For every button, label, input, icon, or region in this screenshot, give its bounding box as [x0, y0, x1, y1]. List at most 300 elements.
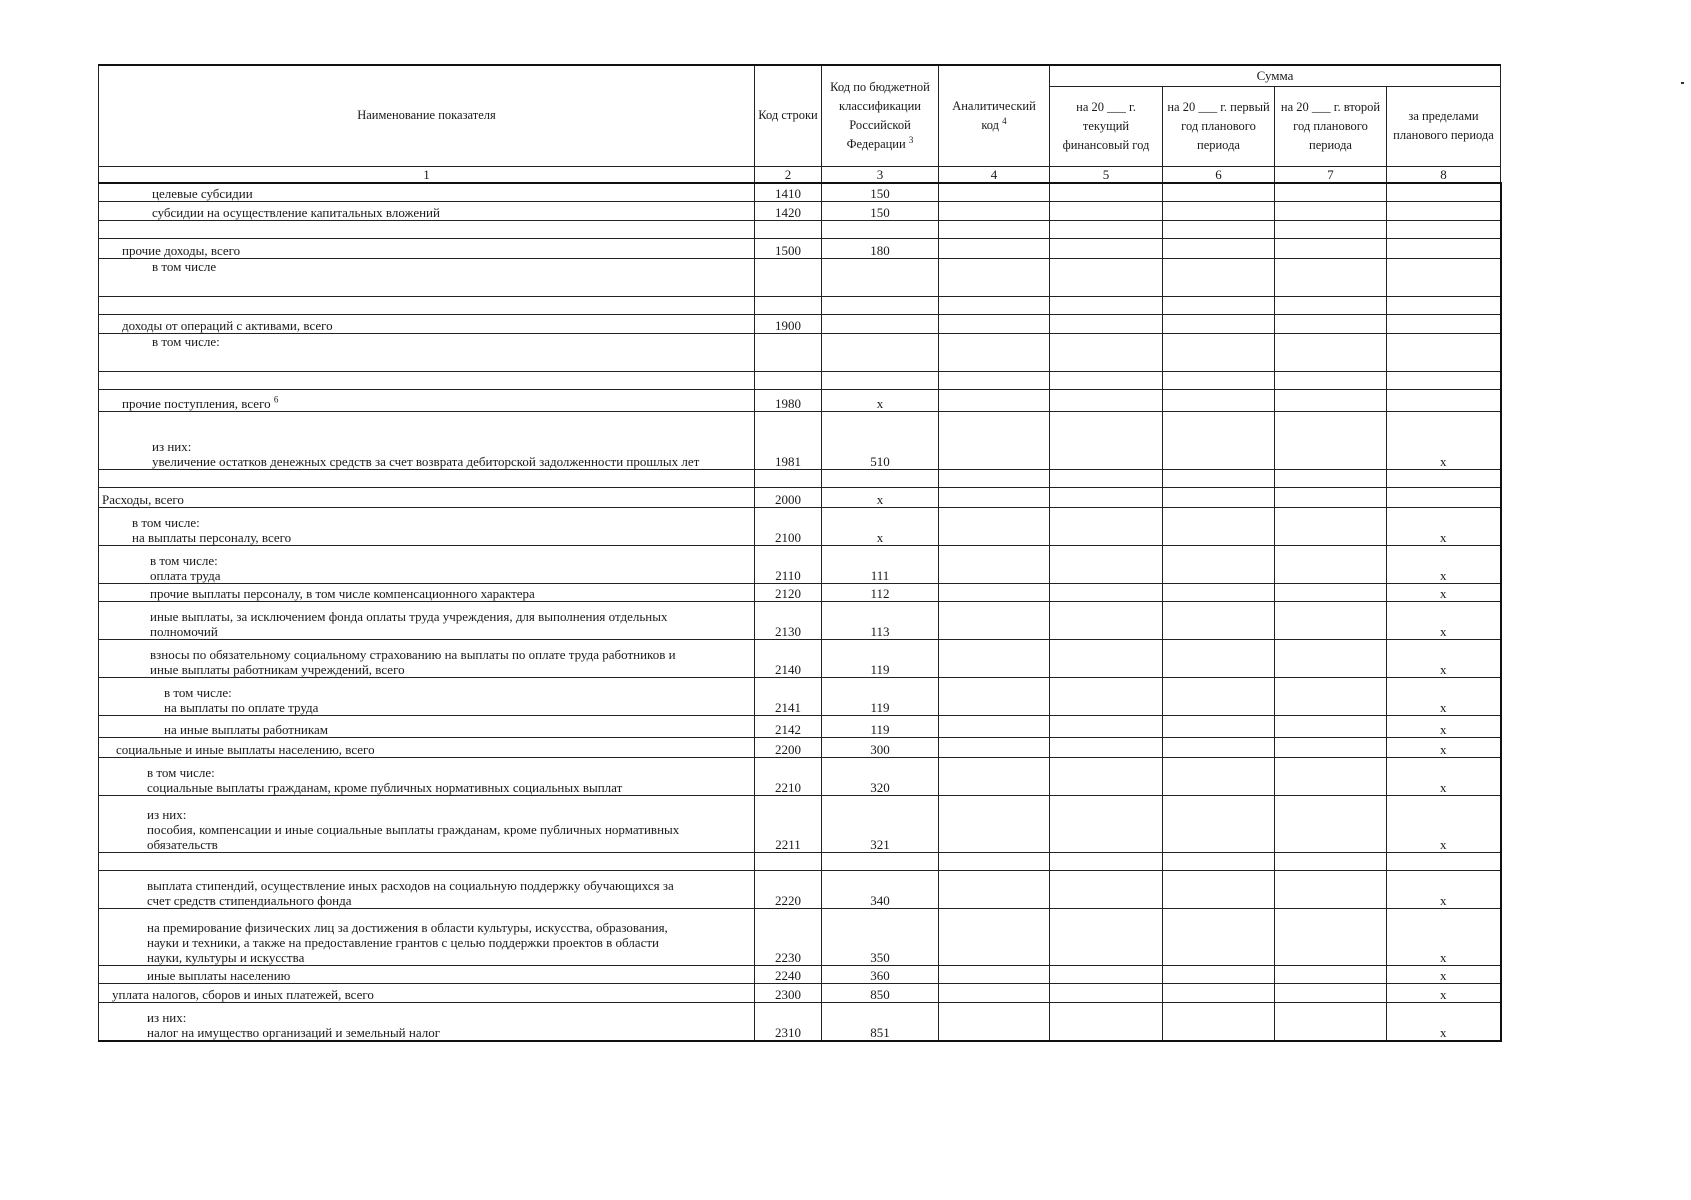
sum-second-plan-year-cell[interactable] — [1275, 546, 1387, 584]
table-row — [99, 796, 1501, 853]
beyond-plan-cell[interactable] — [1387, 202, 1501, 221]
sum-current-year-cell[interactable] — [1050, 470, 1163, 488]
analytic-code-cell[interactable] — [939, 239, 1050, 259]
sum-current-year-cell[interactable] — [1050, 796, 1163, 853]
sum-first-plan-year-cell[interactable] — [1163, 584, 1275, 602]
table-row — [99, 390, 1501, 412]
budget-classification-code: 119 — [822, 640, 939, 678]
beyond-plan-cell[interactable]: x — [1387, 796, 1501, 853]
row-name-text: иные выплаты, за исключением фонда оплаты труда учреждения, для выполнения отдельных полномочий — [150, 609, 668, 639]
sum-second-plan-year-cell[interactable] — [1275, 334, 1387, 372]
header-sum: Сумма — [1050, 65, 1501, 86]
sum-first-plan-year-cell[interactable] — [1163, 183, 1275, 202]
row-code: 2310 — [755, 1003, 822, 1041]
scan-mark — [1681, 82, 1684, 84]
budget-classification-code: 340 — [822, 871, 939, 909]
footnote-mark: 6 — [273, 394, 279, 405]
row-code — [755, 334, 822, 372]
beyond-plan-cell[interactable]: x — [1387, 738, 1501, 758]
sum-current-year-cell[interactable] — [1050, 372, 1163, 390]
table-row — [99, 239, 1501, 259]
column-number: 4 — [939, 166, 1050, 183]
column-number: 2 — [755, 166, 822, 183]
budget-classification-code: 300 — [822, 738, 939, 758]
sum-first-plan-year-cell[interactable] — [1163, 372, 1275, 390]
row-code: 2100 — [755, 508, 822, 546]
row-code — [755, 470, 822, 488]
row-code: 2230 — [755, 909, 822, 966]
sum-current-year-cell[interactable] — [1050, 546, 1163, 584]
row-name — [99, 239, 755, 259]
beyond-plan-cell[interactable] — [1387, 221, 1501, 239]
beyond-plan-cell[interactable] — [1387, 853, 1501, 871]
beyond-plan-cell[interactable]: x — [1387, 966, 1501, 984]
row-name — [99, 372, 755, 390]
row-name-text: социальные и иные выплаты населению, всего — [116, 742, 375, 757]
analytic-code-cell[interactable] — [939, 909, 1050, 966]
row-name-text: прочие доходы, всего — [122, 243, 241, 258]
row-name-text: в том числе: на выплаты по оплате труда — [164, 685, 319, 715]
sum-first-plan-year-cell[interactable] — [1163, 412, 1275, 470]
beyond-plan-cell[interactable]: x — [1387, 546, 1501, 584]
table-row — [99, 738, 1501, 758]
row-code — [755, 259, 822, 297]
sum-current-year-cell[interactable] — [1050, 508, 1163, 546]
budget-classification-code — [822, 334, 939, 372]
row-name — [99, 508, 755, 546]
sum-first-plan-year-cell[interactable] — [1163, 546, 1275, 584]
budget-classification-code: 850 — [822, 984, 939, 1003]
table-row — [99, 412, 1501, 470]
analytic-code-cell[interactable] — [939, 758, 1050, 796]
sum-second-plan-year-cell[interactable] — [1275, 716, 1387, 738]
analytic-code-cell[interactable] — [939, 297, 1050, 315]
beyond-plan-cell[interactable]: x — [1387, 1003, 1501, 1041]
row-name — [99, 315, 755, 334]
sum-current-year-cell[interactable] — [1050, 984, 1163, 1003]
budget-classification-code — [822, 259, 939, 297]
budget-classification-code: 321 — [822, 796, 939, 853]
beyond-plan-cell[interactable] — [1387, 470, 1501, 488]
table-row — [99, 640, 1501, 678]
row-name-text: уплата налогов, сборов и иных платежей, всего — [112, 987, 374, 1002]
row-name — [99, 202, 755, 221]
sum-second-plan-year-cell[interactable] — [1275, 796, 1387, 853]
analytic-code-cell[interactable] — [939, 796, 1050, 853]
beyond-plan-cell[interactable]: x — [1387, 584, 1501, 602]
sum-second-plan-year-cell[interactable] — [1275, 640, 1387, 678]
budget-classification-code: 112 — [822, 584, 939, 602]
analytic-code-cell[interactable] — [939, 334, 1050, 372]
column-number: 6 — [1163, 166, 1275, 183]
row-name — [99, 390, 755, 412]
row-name — [99, 678, 755, 716]
sum-first-plan-year-cell[interactable] — [1163, 221, 1275, 239]
sum-second-plan-year-cell[interactable] — [1275, 853, 1387, 871]
sum-current-year-cell[interactable] — [1050, 871, 1163, 909]
analytic-code-cell[interactable] — [939, 183, 1050, 202]
sum-current-year-cell[interactable] — [1050, 966, 1163, 984]
beyond-plan-cell[interactable]: x — [1387, 984, 1501, 1003]
table-row — [99, 584, 1501, 602]
sum-second-plan-year-cell[interactable] — [1275, 984, 1387, 1003]
header-budget-code: Код по бюджетной классификации Российской Федерации $^3$ — [822, 65, 939, 166]
budget-classification-code: 851 — [822, 1003, 939, 1041]
sum-first-plan-year-cell[interactable] — [1163, 508, 1275, 546]
analytic-code-cell[interactable] — [939, 221, 1050, 239]
beyond-plan-cell[interactable] — [1387, 315, 1501, 334]
row-code: 1980 — [755, 390, 822, 412]
sum-second-plan-year-cell[interactable] — [1275, 202, 1387, 221]
row-name-text: на иные выплаты работникам — [164, 722, 328, 737]
sum-second-plan-year-cell[interactable] — [1275, 372, 1387, 390]
sum-first-plan-year-cell[interactable] — [1163, 470, 1275, 488]
row-code: 2142 — [755, 716, 822, 738]
beyond-plan-cell[interactable]: x — [1387, 871, 1501, 909]
beyond-plan-cell[interactable]: x — [1387, 758, 1501, 796]
analytic-code-cell[interactable] — [939, 470, 1050, 488]
budget-classification-code: 320 — [822, 758, 939, 796]
analytic-code-cell[interactable] — [939, 488, 1050, 508]
budget-classification-code — [822, 297, 939, 315]
row-name-text: из них: пособия, компенсации и иные социальные выплаты гражданам, кроме публичных нормативных обязательств — [147, 807, 680, 852]
beyond-plan-cell[interactable]: x — [1387, 640, 1501, 678]
table-row — [99, 183, 1501, 202]
row-name — [99, 796, 755, 853]
budget-classification-code: 510 — [822, 412, 939, 470]
sum-first-plan-year-cell[interactable] — [1163, 909, 1275, 966]
sum-second-plan-year-cell[interactable] — [1275, 488, 1387, 508]
analytic-code-cell[interactable] — [939, 640, 1050, 678]
row-code: 2300 — [755, 984, 822, 1003]
sum-current-year-cell[interactable] — [1050, 1003, 1163, 1041]
sum-second-plan-year-cell[interactable] — [1275, 909, 1387, 966]
sum-current-year-cell[interactable] — [1050, 239, 1163, 259]
budget-classification-code: 150 — [822, 202, 939, 221]
sum-first-plan-year-cell[interactable] — [1163, 966, 1275, 984]
sum-second-plan-year-cell[interactable] — [1275, 183, 1387, 202]
row-name-text: прочие выплаты персоналу, в том числе компенсационного характера — [150, 586, 535, 601]
row-name — [99, 412, 755, 470]
beyond-plan-cell[interactable] — [1387, 390, 1501, 412]
sum-current-year-cell[interactable] — [1050, 738, 1163, 758]
sum-second-plan-year-cell[interactable] — [1275, 412, 1387, 470]
beyond-plan-cell[interactable]: x — [1387, 716, 1501, 738]
row-name — [99, 584, 755, 602]
sum-current-year-cell[interactable] — [1050, 334, 1163, 372]
budget-classification-code — [822, 315, 939, 334]
sum-current-year-cell[interactable] — [1050, 640, 1163, 678]
sum-first-plan-year-cell[interactable] — [1163, 390, 1275, 412]
table-row — [99, 546, 1501, 584]
sum-first-plan-year-cell[interactable] — [1163, 297, 1275, 315]
sum-second-plan-year-cell[interactable] — [1275, 871, 1387, 909]
beyond-plan-cell[interactable] — [1387, 334, 1501, 372]
sum-second-plan-year-cell[interactable] — [1275, 239, 1387, 259]
row-name — [99, 716, 755, 738]
row-name-text: в том числе: социальные выплаты гражданам, кроме публичных нормативных социальных выплат — [147, 765, 623, 795]
sum-second-plan-year-cell[interactable] — [1275, 602, 1387, 640]
row-name-text: взносы по обязательному социальному страхованию на выплаты по оплате труда работников и иные выплаты работникам учреждений, всего — [150, 647, 676, 677]
beyond-plan-cell[interactable] — [1387, 239, 1501, 259]
analytic-code-cell[interactable] — [939, 984, 1050, 1003]
row-name — [99, 738, 755, 758]
sum-second-plan-year-cell[interactable] — [1275, 758, 1387, 796]
budget-classification-code: 180 — [822, 239, 939, 259]
beyond-plan-cell[interactable] — [1387, 297, 1501, 315]
table-row — [99, 297, 1501, 315]
sum-current-year-cell[interactable] — [1050, 183, 1163, 202]
table-row — [99, 758, 1501, 796]
sum-second-plan-year-cell[interactable] — [1275, 297, 1387, 315]
sum-first-plan-year-cell[interactable] — [1163, 678, 1275, 716]
table-row — [99, 909, 1501, 966]
sum-first-plan-year-cell[interactable] — [1163, 202, 1275, 221]
row-code: 2130 — [755, 602, 822, 640]
budget-classification-code — [822, 372, 939, 390]
sum-first-plan-year-cell[interactable] — [1163, 259, 1275, 297]
header-analytic-code: Аналитический код $^4$ — [939, 65, 1050, 166]
row-name-text: доходы от операций с активами, всего — [122, 318, 333, 333]
sum-first-plan-year-cell[interactable] — [1163, 984, 1275, 1003]
budget-classification-code — [822, 470, 939, 488]
sum-current-year-cell[interactable] — [1050, 602, 1163, 640]
row-name-text: в том числе — [152, 259, 217, 274]
sum-current-year-cell[interactable] — [1050, 412, 1163, 470]
beyond-plan-cell[interactable] — [1387, 488, 1501, 508]
row-name — [99, 221, 755, 239]
analytic-code-cell[interactable] — [939, 372, 1050, 390]
table-row — [99, 966, 1501, 984]
budget-classification-code: x — [822, 390, 939, 412]
sum-current-year-cell[interactable] — [1050, 678, 1163, 716]
budget-classification-code — [822, 221, 939, 239]
sum-first-plan-year-cell[interactable] — [1163, 488, 1275, 508]
budget-classification-code: 111 — [822, 546, 939, 584]
analytic-code-cell[interactable] — [939, 871, 1050, 909]
row-code: 2110 — [755, 546, 822, 584]
row-code: 2120 — [755, 584, 822, 602]
analytic-code-cell[interactable] — [939, 678, 1050, 716]
sum-first-plan-year-cell[interactable] — [1163, 602, 1275, 640]
row-name-text: иные выплаты населению — [147, 968, 291, 983]
analytic-code-cell[interactable] — [939, 508, 1050, 546]
row-name — [99, 546, 755, 584]
table-row — [99, 853, 1501, 871]
row-code: 1900 — [755, 315, 822, 334]
sum-current-year-cell[interactable] — [1050, 259, 1163, 297]
row-code: 2140 — [755, 640, 822, 678]
sum-current-year-cell[interactable] — [1050, 909, 1163, 966]
sum-current-year-cell[interactable] — [1050, 315, 1163, 334]
analytic-code-cell[interactable] — [939, 259, 1050, 297]
column-number: 5 — [1050, 166, 1163, 183]
row-code — [755, 221, 822, 239]
sum-second-plan-year-cell[interactable] — [1275, 584, 1387, 602]
sum-current-year-cell[interactable] — [1050, 758, 1163, 796]
beyond-plan-cell[interactable]: x — [1387, 508, 1501, 546]
budget-classification-code: 150 — [822, 183, 939, 202]
header-year-current: на 20 ___ г. текущий финансовый год — [1050, 86, 1163, 166]
analytic-code-cell[interactable] — [939, 546, 1050, 584]
analytic-code-cell[interactable] — [939, 716, 1050, 738]
sum-second-plan-year-cell[interactable] — [1275, 508, 1387, 546]
beyond-plan-cell[interactable] — [1387, 372, 1501, 390]
table-row — [99, 716, 1501, 738]
sum-second-plan-year-cell[interactable] — [1275, 221, 1387, 239]
table-row — [99, 202, 1501, 221]
sum-first-plan-year-cell[interactable] — [1163, 1003, 1275, 1041]
row-code — [755, 297, 822, 315]
row-name — [99, 488, 755, 508]
sum-second-plan-year-cell[interactable] — [1275, 1003, 1387, 1041]
sum-second-plan-year-cell[interactable] — [1275, 390, 1387, 412]
row-code: 2200 — [755, 738, 822, 758]
row-code: 2240 — [755, 966, 822, 984]
row-name — [99, 853, 755, 871]
sum-first-plan-year-cell[interactable] — [1163, 853, 1275, 871]
sum-second-plan-year-cell[interactable] — [1275, 259, 1387, 297]
analytic-code-cell[interactable] — [939, 315, 1050, 334]
table-row — [99, 1003, 1501, 1041]
header-year-first: на 20 ___ г. первый год планового периода — [1163, 86, 1275, 166]
table-row — [99, 470, 1501, 488]
sum-current-year-cell[interactable] — [1050, 202, 1163, 221]
sum-first-plan-year-cell[interactable] — [1163, 334, 1275, 372]
beyond-plan-cell[interactable] — [1387, 259, 1501, 297]
analytic-code-cell[interactable] — [939, 412, 1050, 470]
header-row-top — [99, 65, 1501, 86]
beyond-plan-cell[interactable]: x — [1387, 909, 1501, 966]
sum-current-year-cell[interactable] — [1050, 221, 1163, 239]
row-name-text: в том числе: оплата труда — [150, 553, 221, 583]
header-name-column: Наименование показателя — [99, 65, 755, 166]
row-name — [99, 470, 755, 488]
row-name — [99, 909, 755, 966]
row-code: 1410 — [755, 183, 822, 202]
row-name — [99, 984, 755, 1003]
row-name-text: из них: налог на имущество организаций и земельный налог — [147, 1009, 441, 1040]
row-name — [99, 758, 755, 796]
beyond-plan-cell[interactable]: x — [1387, 602, 1501, 640]
beyond-plan-cell[interactable]: x — [1387, 678, 1501, 716]
sum-first-plan-year-cell[interactable] — [1163, 796, 1275, 853]
table-row — [99, 508, 1501, 546]
sum-first-plan-year-cell[interactable] — [1163, 716, 1275, 738]
sum-first-plan-year-cell[interactable] — [1163, 738, 1275, 758]
sum-second-plan-year-cell[interactable] — [1275, 470, 1387, 488]
analytic-code-cell[interactable] — [939, 738, 1050, 758]
row-name-text: прочие поступления, всего — [122, 396, 271, 411]
table-row — [99, 984, 1501, 1003]
sum-current-year-cell[interactable] — [1050, 297, 1163, 315]
row-name-text: Расходы, всего — [102, 492, 184, 507]
analytic-code-cell[interactable] — [939, 584, 1050, 602]
sum-second-plan-year-cell[interactable] — [1275, 966, 1387, 984]
analytic-code-cell[interactable] — [939, 390, 1050, 412]
budget-classification-code: 119 — [822, 716, 939, 738]
column-number: 7 — [1275, 166, 1387, 183]
table-row — [99, 315, 1501, 334]
budget-classification-code: 360 — [822, 966, 939, 984]
row-name — [99, 966, 755, 984]
sum-current-year-cell[interactable] — [1050, 488, 1163, 508]
row-code: 1500 — [755, 239, 822, 259]
table-row — [99, 334, 1501, 372]
row-name-text: из них: увеличение остатков денежных средств за счет возврата дебиторской задолженности прошлых лет — [152, 439, 700, 469]
row-name — [99, 1003, 755, 1041]
table-row — [99, 871, 1501, 909]
row-code: 2141 — [755, 678, 822, 716]
row-code: 2210 — [755, 758, 822, 796]
row-code: 2220 — [755, 871, 822, 909]
table-row — [99, 602, 1501, 640]
row-code: 1981 — [755, 412, 822, 470]
row-name-text: субсидии на осуществление капитальных вложений — [152, 205, 440, 220]
header-year-second: на 20 ___ г. второй год планового периода — [1275, 86, 1387, 166]
sum-current-year-cell[interactable] — [1050, 716, 1163, 738]
header-column-numbers — [99, 166, 1501, 183]
analytic-code-cell[interactable] — [939, 202, 1050, 221]
sum-current-year-cell[interactable] — [1050, 584, 1163, 602]
analytic-code-cell[interactable] — [939, 1003, 1050, 1041]
sum-second-plan-year-cell[interactable] — [1275, 738, 1387, 758]
table-row — [99, 372, 1501, 390]
row-code — [755, 372, 822, 390]
row-name-text: выплата стипендий, осуществление иных расходов на социальную поддержку обучающихся за счет средств стипендиального фонда — [147, 878, 674, 908]
row-name-text: в том числе: на выплаты персоналу, всего — [132, 515, 292, 545]
budget-classification-code: x — [822, 488, 939, 508]
analytic-code-cell[interactable] — [939, 966, 1050, 984]
row-name — [99, 259, 755, 297]
budget-classification-code — [822, 853, 939, 871]
financial-plan-table — [98, 64, 1502, 1042]
row-code: 2000 — [755, 488, 822, 508]
row-name — [99, 640, 755, 678]
analytic-code-cell[interactable] — [939, 602, 1050, 640]
budget-classification-code: 113 — [822, 602, 939, 640]
sum-first-plan-year-cell[interactable] — [1163, 239, 1275, 259]
sum-second-plan-year-cell[interactable] — [1275, 315, 1387, 334]
table-row — [99, 678, 1501, 716]
row-code: 1420 — [755, 202, 822, 221]
column-number: 3 — [822, 166, 939, 183]
column-number: 8 — [1387, 166, 1501, 183]
row-code — [755, 853, 822, 871]
analytic-code-cell[interactable] — [939, 853, 1050, 871]
sum-current-year-cell[interactable] — [1050, 853, 1163, 871]
sum-first-plan-year-cell[interactable] — [1163, 640, 1275, 678]
budget-classification-code: 119 — [822, 678, 939, 716]
table-row — [99, 259, 1501, 297]
header-code-row: Код строки — [755, 65, 822, 166]
budget-classification-code: x — [822, 508, 939, 546]
header-beyond-plan: за пределами планового периода — [1387, 86, 1501, 166]
beyond-plan-cell[interactable] — [1387, 183, 1501, 202]
sum-current-year-cell[interactable] — [1050, 390, 1163, 412]
sum-second-plan-year-cell[interactable] — [1275, 678, 1387, 716]
row-name-text: целевые субсидии — [152, 186, 253, 201]
row-name — [99, 334, 755, 372]
table-row — [99, 488, 1501, 508]
row-name-text: в том числе: — [152, 334, 220, 349]
table-row — [99, 221, 1501, 239]
column-number: 1 — [99, 166, 755, 183]
sum-first-plan-year-cell[interactable] — [1163, 758, 1275, 796]
sum-first-plan-year-cell[interactable] — [1163, 315, 1275, 334]
beyond-plan-cell[interactable]: x — [1387, 412, 1501, 470]
sum-first-plan-year-cell[interactable] — [1163, 871, 1275, 909]
